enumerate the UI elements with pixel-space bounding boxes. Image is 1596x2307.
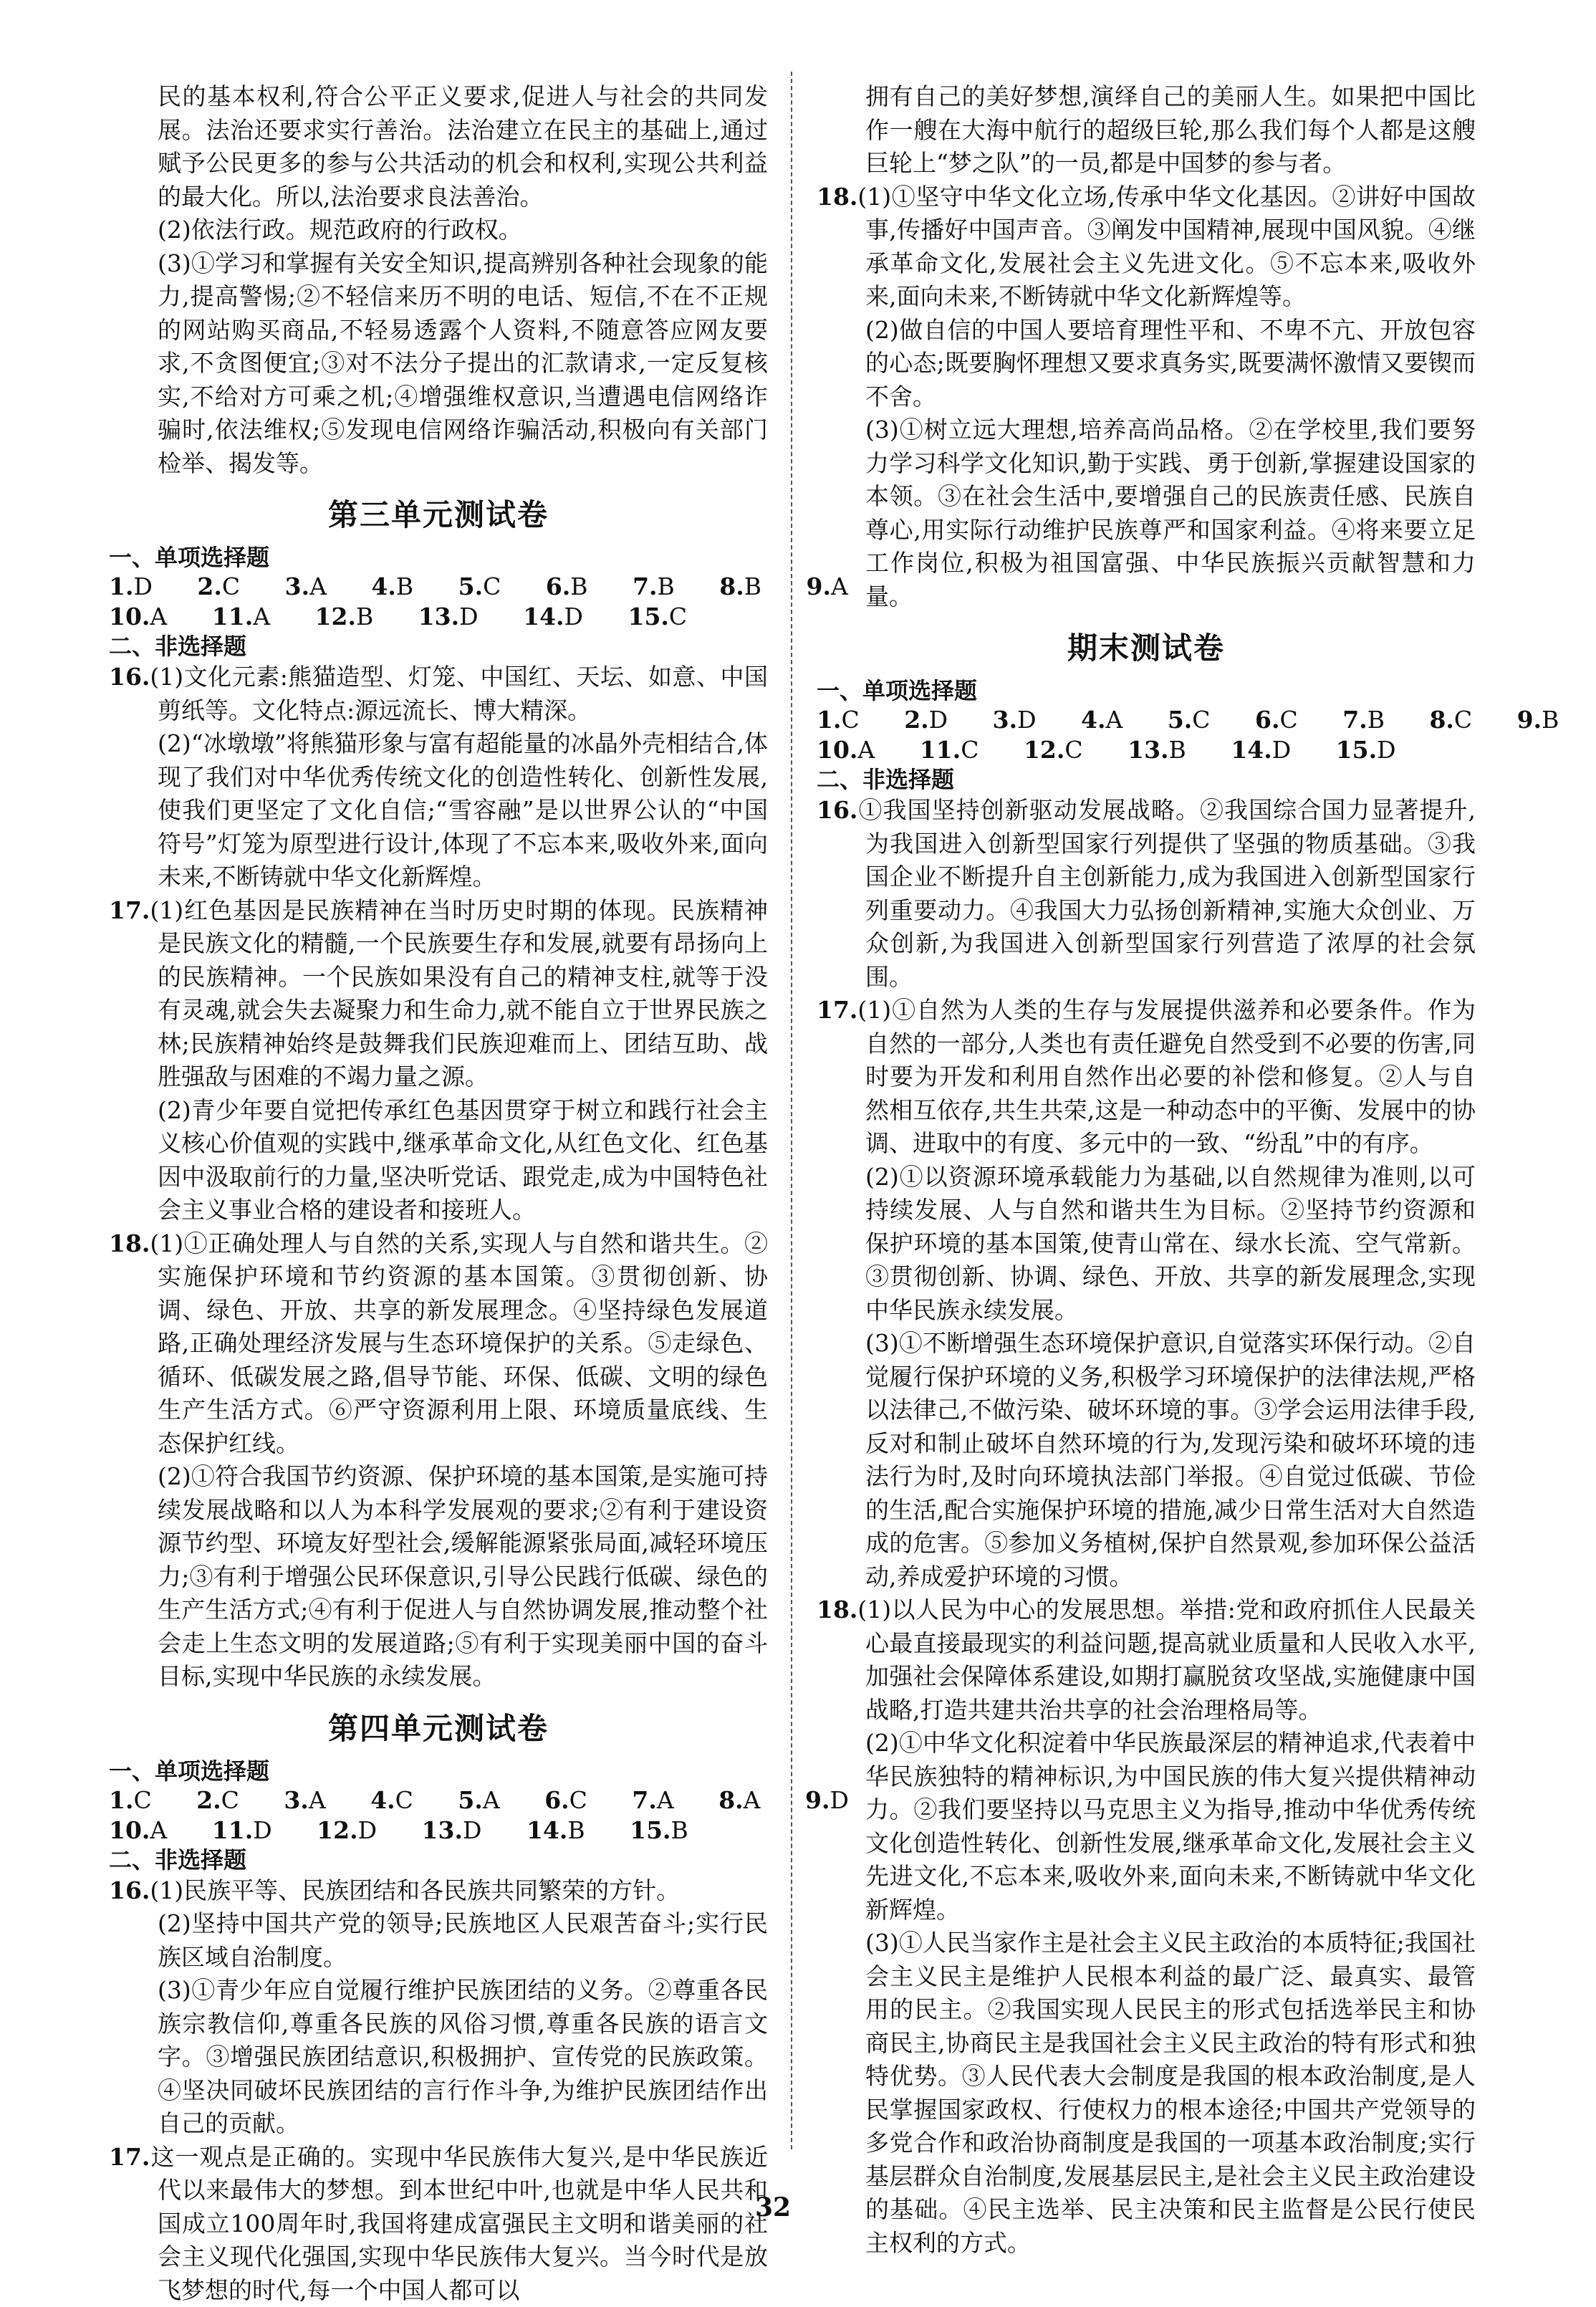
answer-item: 5.A <box>458 1785 518 1816</box>
answer-item: 11.A <box>212 602 289 632</box>
intro-paragraph: (3)①学习和掌握有关安全知识,提高辨别各种社会现象的能力,提高警惕;②不轻信来历不明的电话、短信,不在不正规的网站购买商品,不轻易透露个人资料,不随意答应网友要求,不贪图便宜;③对不法分子提出的汇款请求,一定反复核实,不给对方可乘之机;④增强维权意识,当遭遇电信网络诈骗时,依法维权;⑤发现电信网络诈骗活动,积极向有关部门检举、揭发等。 <box>109 247 768 481</box>
right-column <box>817 80 1476 2260</box>
answer-item: 2.D <box>904 705 966 735</box>
answer-item: 8.C <box>1429 705 1491 735</box>
left-column <box>109 80 768 2307</box>
right-intro-paragraph: 拥有自己的美好梦想,演绎自己的美丽人生。如果把中国比作一艘在大海中航行的超级巨轮,那么我们每个人都是这艘巨轮上“梦之队”的一员,都是中国梦的参与者。 <box>817 80 1476 181</box>
answer-item: 5.C <box>458 572 520 602</box>
answer-item: 4.C <box>370 1785 432 1816</box>
unit3-q18: 18.(1)①正确处理人与自然的关系,实现人与自然和谐共生。②实施保护环境和节约资源的基本国策。③贯彻创新、协调、绿色、开放、共享的新发展理念。④坚持绿色发展道路,正确处理经济发展与生态环境保护的关系。⑤走绿色、循环、低碳发展之路,倡导节能、环保、低碳、文明的绿色生产生活方式。⑥严守资源利用上限、环境质量底线、生态保护红线。 <box>109 1227 768 1461</box>
answer-item: 13.D <box>418 602 497 632</box>
final-q18-part3: (3)①人民当家作主是社会主义民主政治的本质特征;我国社会主义民主是维护人民根本利益的最广泛、最真实、最管用的民主。②我国实现人民民主的形式包括选举民主和协商民主,协商民主是我国社会主义民主政治的特有形式和独特优势。③人民代表大会制度是我国的根本政治制度,是人民掌握国家政权、行使权力的根本途径;中国共产党领导的多党合作和政治协商制度是我国的一项基本政治制度;实行基层群众自治制度,发展基层民主,是社会主义民主政治建设的基础。④民主选举、民主决策和民主监督是公民行使民主权利的方式。 <box>817 1927 1476 2260</box>
answer-item: 12.B <box>315 602 393 632</box>
final-q17-part3: (3)①不断增强生态环境保护意识,自觉落实环保行动。②自觉履行保护环境的义务,积极学习环境保护的法律法规,严格以法律己,不做污染、破坏环境的事。③学会运用法律手段,反对和制止破坏自然环境的行为,发现污染和破坏环境的违法行为时,及时向环境执法部门举报。④自觉过低碳、节俭的生活,配合实施保护环境的措施,减少日常生活对大自然造成的危害。⑤参加义务植树,保护自然景观,参加环保公益活动,养成爱护环境的习惯。 <box>817 1327 1476 1593</box>
unit3-answers-row1 <box>109 572 768 602</box>
final-answers-row2 <box>817 735 1476 765</box>
unit4-nonsingle-heading: 二、非选择题 <box>109 1846 768 1874</box>
unit3-title: 第三单元测试卷 <box>109 491 768 534</box>
final-single-heading: 一、单项选择题 <box>817 676 1476 705</box>
answer-item: 7.B <box>1342 705 1403 735</box>
answer-item: 1.C <box>817 705 878 735</box>
answer-item: 1.C <box>109 1785 170 1816</box>
answer-item: 2.C <box>196 1785 258 1816</box>
unit4-answers-row1 <box>109 1785 768 1816</box>
unit3-nonsingle-heading: 二、非选择题 <box>109 632 768 661</box>
final-q17-part2: (2)①以资源环境承载能力为基础,以自然规律为准则,以可持续发展、人与自然和谐共生为目标。②坚持节约资源和保护环境的基本国策,使青山常在、绿水长流、空气常新。③贯彻创新、协调、绿色、开放、共享的新发展理念,实现中华民族永续发展。 <box>817 1161 1476 1328</box>
answer-item: 9.B <box>1517 705 1578 735</box>
answer-item: 3.A <box>285 572 345 602</box>
unit4-q17: 17.这一观点是正确的。实现中华民族伟大复兴,是中华民族近代以来最伟大的梦想。到本世纪中叶,也就是中华人民共和国成立100周年时,我国将建成富强民主文明和谐美丽的社会主义现代化强国,实现中华民族伟大复兴。当今时代是放飞梦想的时代,每一个中国人都可以 <box>109 2141 768 2307</box>
answer-item: 4.A <box>1081 705 1141 735</box>
unit3-q18-part2: (2)①符合我国节约资源、保护环境的基本国策,是实施可持续发展战略和以人为本科学发展观的要求;②有利于建设资源节约型、环境友好型社会,缓解能源紧张局面,减轻环境压力;③有利于增强公民环保意识,引导公民践行低碳、绿色的生产生活方式;④有利于促进人与自然协调发展,推动整个社会走上生态文明的发展道路;⑤有利于实现美丽中国的奋斗目标,实现中华民族的永续发展。 <box>109 1460 768 1694</box>
answer-item: 10.A <box>109 602 186 632</box>
answer-item: 13.D <box>422 1816 501 1846</box>
unit3-q17-part2: (2)青少年要自觉把传承红色基因贯穿于树立和践行社会主义核心价值观的实践中,继承革命文化,从红色文化、红色基因中汲取前行的力量,坚决听党话、跟党走,成为中国特色社会主义事业合格的建设者和接班人。 <box>109 1094 768 1227</box>
final-answers-row1 <box>817 705 1476 735</box>
unit3-q16-part2: (2)“冰墩墩”将熊猫形象与富有超能量的冰晶外壳相结合,体现了我们对中华优秀传统文化的创造性转化、创新性发展,使我们更坚定了文化自信;“雪容融”是以世界公认的“中国符号”灯笼为原型进行设计,体现了不忘本来,吸收外来,面向未来,不断铸就中华文化新辉煌。 <box>109 727 768 894</box>
final-title: 期末测试卷 <box>817 625 1476 668</box>
answer-item: 11.D <box>212 1816 291 1846</box>
unit4-single-heading: 一、单项选择题 <box>109 1757 768 1785</box>
answer-item: 5.C <box>1168 705 1229 735</box>
intro-paragraph: 民的基本权利,符合公平正义要求,促进人与社会的共同发展。法治还要求实行善治。法治建立在民主的基础上,通过赋予公民更多的参与公共活动的机会和权利,实现公共利益的最大化。所以,法治要求良法善治。 <box>109 80 768 214</box>
column-divider <box>791 72 792 2149</box>
page-number: 32 <box>0 2192 1546 2222</box>
unit4-answers-row2 <box>109 1816 768 1846</box>
answer-item: 7.A <box>632 1785 692 1816</box>
answer-item: 14.D <box>1231 735 1309 765</box>
unit4-q16: 16.(1)民族平等、民族团结和各民族共同繁荣的方针。 <box>109 1874 768 1908</box>
unit4-q18-part3: (3)①树立远大理想,培养高尚品格。②在学校里,我们要努力学习科学文化知识,勤于实践、勇于创新,掌握建设国家的本领。③在社会生活中,要增强自己的民族责任感、民族自尊心,用实际行动维护民族尊严和国家利益。④将来要立足工作岗位,积极为祖国富强、中华民族振兴贡献智慧和力量。 <box>817 413 1476 613</box>
answer-item: 9.A <box>807 572 867 602</box>
unit4-q18-part2: (2)做自信的中国人要培育理性平和、不卑不亢、开放包容的心态;既要胸怀理想又要求真务实,既要满怀激情又要锲而不舍。 <box>817 314 1476 414</box>
answer-item: 10.A <box>109 1816 186 1846</box>
final-nonsingle-heading: 二、非选择题 <box>817 765 1476 794</box>
intro-paragraph: (2)依法行政。规范政府的行政权。 <box>109 214 768 247</box>
answer-item: 6.C <box>1255 705 1317 735</box>
answer-item: 6.C <box>544 1785 606 1816</box>
answer-item: 14.D <box>523 602 602 632</box>
unit3-single-heading: 一、单项选择题 <box>109 543 768 572</box>
answer-item: 10.A <box>817 735 893 765</box>
answer-item: 12.D <box>317 1816 395 1846</box>
unit4-q16-part3: (3)①青少年应自觉履行维护民族团结的义务。②尊重各民族宗教信仰,尊重各民族的风俗习惯,尊重各民族的语言文字。③增强民族团结意识,积极拥护、宣传党的民族政策。④坚决同破坏民族团结的言行作斗争,为维护民族团结作出自己的贡献。 <box>109 1974 768 2141</box>
answer-item: 15.C <box>628 602 706 632</box>
final-q18: 18.(1)以人民为中心的发展思想。举措:党和政府抓住人民最关心最直接最现实的利益问题,提高就业质量和人民收入水平,加强社会保障体系建设,如期打赢脱贫攻坚战,实施健康中国战略,打造共建共治共享的社会治理格局等。 <box>817 1593 1476 1727</box>
answer-item: 15.B <box>630 1816 707 1846</box>
final-q18-part2: (2)①中华文化积淀着中华民族最深层的精神追求,代表着中华民族独特的精神标识,为中国民族的伟大复兴提供精神动力。②我们要坚持以马克思主义为指导,推动中华优秀传统文化创造性转化、创新性发展,继承革命文化,发展社会主义先进文化,不忘本来,吸收外来,面向未来,不断铸就中华文化新辉煌。 <box>817 1727 1476 1927</box>
answer-item: 9.D <box>805 1785 867 1816</box>
unit3-q17: 17.(1)红色基因是民族精神在当时历史时期的体现。民族精神是民族文化的精髓,一个民族要生存和发展,就要有昂扬向上的民族精神。一个民族如果没有自己的精神支柱,就等于没有灵魂,就会失去凝聚力和生命力,就不能自立于世界民族之林;民族精神始终是鼓舞我们民族迎难而上、团结互助、战胜强敌与困难的不竭力量之源。 <box>109 894 768 1094</box>
answer-item: 11.C <box>920 735 998 765</box>
unit3-q16: 16.(1)文化元素:熊猫造型、灯笼、中国红、天坛、如意、中国剪纸等。文化特点:源远流长、博大精深。 <box>109 661 768 727</box>
unit4-title: 第四单元测试卷 <box>109 1705 768 1748</box>
answer-item: 8.A <box>718 1785 779 1816</box>
answer-item: 13.B <box>1128 735 1205 765</box>
unit3-answers-row2 <box>109 602 768 632</box>
answer-item: 1.D <box>109 572 171 602</box>
answer-item: 3.A <box>284 1785 344 1816</box>
unit4-q18: 18.(1)①坚守中华文化立场,传承中华文化基因。②讲好中国故事,传播好中国声音。③阐发中国精神,展现中国风貌。④继承革命文化,发展社会主义先进文化。⑤不忘本来,吸收外来,面向未来,不断铸就中华文化新辉煌等。 <box>817 181 1476 314</box>
answer-item: 4.B <box>371 572 432 602</box>
answer-item: 7.B <box>633 572 693 602</box>
answer-item: 8.B <box>719 572 780 602</box>
answer-item: 15.D <box>1336 735 1415 765</box>
final-q17: 17.(1)①自然为人类的生存与发展提供滋养和必要条件。作为自然的一部分,人类也有责任避免自然受到不必要的伤害,同时要为开发和利用自然作出必要的补偿和修复。②人与自然相互依存,共生共荣,这是一种动态中的平衡、发展中的协调、进取中的有度、多元中的一致、“纷乱”中的有序。 <box>817 994 1476 1161</box>
answer-item: 14.B <box>527 1816 604 1846</box>
final-q16: 16.①我国坚持创新驱动发展战略。②我国综合国力显著提升,为我国进入创新型国家行列提供了坚强的物质基础。③我国企业不断提升自主创新能力,成为我国进入创新型国家行列重要动力。④我国大力弘扬创新精神,实施大众创业、万众创新,为我国进入创新型国家行列营造了浓厚的社会氛围。 <box>817 794 1476 994</box>
answer-item: 12.C <box>1024 735 1102 765</box>
answer-item: 2.C <box>197 572 259 602</box>
unit4-q16-part2: (2)坚持中国共产党的领导;民族地区人民艰苦奋斗;实行民族区域自治制度。 <box>109 1907 768 1974</box>
answer-item: 6.B <box>546 572 607 602</box>
answer-item: 3.D <box>993 705 1055 735</box>
